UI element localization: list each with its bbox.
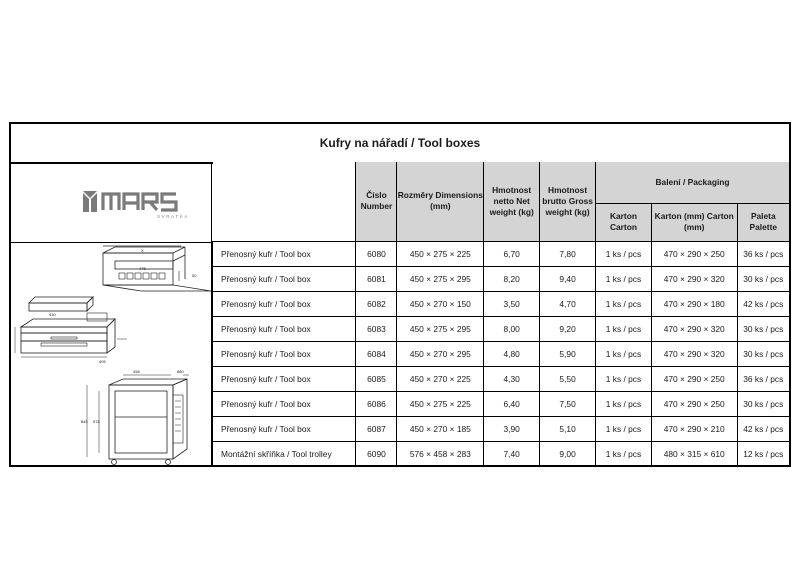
logo-emblem-icon xyxy=(83,191,97,212)
svg-text:430: 430 xyxy=(49,312,56,317)
product-sheet xyxy=(9,122,791,467)
cell-number: 6084 xyxy=(356,341,397,366)
cell-gross: 9,40 xyxy=(540,266,596,291)
header-dimensions: Rozměry Dimensions (mm) xyxy=(397,162,484,241)
tool-trolley-drawing xyxy=(87,375,189,465)
cell-carton: 1 ks / pcs xyxy=(596,416,652,441)
cell-carton: 1 ks / pcs xyxy=(596,241,652,266)
svg-text:458: 458 xyxy=(133,369,140,374)
sheet-body xyxy=(11,162,789,465)
cell-number: 6083 xyxy=(356,316,397,341)
svg-text:880: 880 xyxy=(177,369,184,374)
cell-dimensions: 450 × 270 × 225 xyxy=(397,366,484,391)
cell-number: 6090 xyxy=(356,441,397,466)
cell-pallet: 36 ks / pcs xyxy=(737,241,789,266)
cell-carton: 1 ks / pcs xyxy=(596,391,652,416)
cell-net: 7,40 xyxy=(484,441,540,466)
cell-pallet: 30 ks / pcs xyxy=(737,341,789,366)
cell-gross: 9,20 xyxy=(540,316,596,341)
header-carton-mm: Karton (mm) Carton (mm) xyxy=(651,203,737,241)
cantilever-box-drawing xyxy=(103,246,211,291)
svg-text:845: 845 xyxy=(81,419,88,424)
cell-carton-mm: 470 × 290 × 320 xyxy=(651,266,737,291)
technical-drawings xyxy=(11,243,211,465)
svg-text:475: 475 xyxy=(139,266,146,271)
header-carton: Karton Carton xyxy=(596,203,652,241)
table-row xyxy=(213,316,790,341)
cell-name: Přenosný kufr / Tool box xyxy=(213,266,356,291)
table-row xyxy=(213,266,790,291)
cell-pallet: 30 ks / pcs xyxy=(737,316,789,341)
cell-carton-mm: 470 × 290 × 320 xyxy=(651,341,737,366)
cell-net: 8,00 xyxy=(484,316,540,341)
cell-gross: 5,50 xyxy=(540,366,596,391)
cell-carton: 1 ks / pcs xyxy=(596,341,652,366)
tool-box-drawing xyxy=(11,243,211,465)
sheet-title: Kufry na nářadí / Tool boxes xyxy=(11,124,789,164)
cell-gross: 5,10 xyxy=(540,416,596,441)
logo-wordmark xyxy=(103,194,176,210)
cell-name: Přenosný kufr / Tool box xyxy=(213,291,356,316)
logo-area xyxy=(11,162,211,243)
cell-net: 6,70 xyxy=(484,241,540,266)
table-row xyxy=(213,416,790,441)
svg-text:405: 405 xyxy=(99,359,106,364)
cell-net: 3,50 xyxy=(484,291,540,316)
cell-pallet: 30 ks / pcs xyxy=(737,391,789,416)
cell-carton-mm: 470 × 290 × 180 xyxy=(651,291,737,316)
cell-name: Přenosný kufr / Tool box xyxy=(213,391,356,416)
header-number: Číslo Number xyxy=(356,162,397,241)
cell-carton: 1 ks / pcs xyxy=(596,366,652,391)
cell-net: 4,30 xyxy=(484,366,540,391)
cell-carton: 1 ks / pcs xyxy=(596,291,652,316)
cell-carton-mm: 470 × 290 × 320 xyxy=(651,316,737,341)
header-gross-weight: Hmotnost brutto Gross weight (kg) xyxy=(540,162,596,241)
cell-dimensions: 450 × 270 × 295 xyxy=(397,341,484,366)
cell-pallet: 30 ks / pcs xyxy=(737,266,789,291)
svg-text:578: 578 xyxy=(93,419,100,424)
cell-dimensions: 450 × 275 × 225 xyxy=(397,391,484,416)
cell-pallet: 12 ks / pcs xyxy=(737,441,789,466)
cell-dimensions: 450 × 275 × 225 xyxy=(397,241,484,266)
table-row xyxy=(213,241,790,266)
cell-name: Přenosný kufr / Tool box xyxy=(213,241,356,266)
cell-name: Přenosný kufr / Tool box xyxy=(213,316,356,341)
cell-pallet: 36 ks / pcs xyxy=(737,366,789,391)
cell-carton-mm: 470 × 290 × 210 xyxy=(651,416,737,441)
cell-gross: 4,70 xyxy=(540,291,596,316)
svg-text:50: 50 xyxy=(192,273,197,278)
cell-pallet: 42 ks / pcs xyxy=(737,291,789,316)
cell-number: 6086 xyxy=(356,391,397,416)
left-column xyxy=(11,162,212,465)
cell-net: 3,90 xyxy=(484,416,540,441)
header-net-weight: Hmotnost netto Net weight (kg) xyxy=(484,162,540,241)
cell-net: 4,80 xyxy=(484,341,540,366)
header-packaging: Balení / Packaging xyxy=(596,162,789,203)
header-name-empty xyxy=(213,162,356,241)
svg-text:X: X xyxy=(141,248,144,253)
cell-dimensions: 450 × 275 × 295 xyxy=(397,316,484,341)
cell-number: 6081 xyxy=(356,266,397,291)
cell-carton: 1 ks / pcs xyxy=(596,266,652,291)
cell-name: Přenosný kufr / Tool box xyxy=(213,366,356,391)
cell-carton: 1 ks / pcs xyxy=(596,441,652,466)
cell-gross: 5,90 xyxy=(540,341,596,366)
cell-dimensions: 450 × 270 × 185 xyxy=(397,416,484,441)
cell-carton-mm: 470 × 290 × 250 xyxy=(651,366,737,391)
cell-gross: 7,50 xyxy=(540,391,596,416)
drawer-box-drawing xyxy=(15,297,127,357)
table-row xyxy=(213,291,790,316)
cell-carton-mm: 470 × 290 × 250 xyxy=(651,241,737,266)
cell-gross: 7,80 xyxy=(540,241,596,266)
table-row xyxy=(213,391,790,416)
cell-carton-mm: 470 × 290 × 250 xyxy=(651,391,737,416)
cell-dimensions: 576 × 458 × 283 xyxy=(397,441,484,466)
mars-logo xyxy=(11,162,211,242)
cell-number: 6085 xyxy=(356,366,397,391)
header-pallet: Paleta Palette xyxy=(737,203,789,241)
cell-name: Přenosný kufr / Tool box xyxy=(213,416,356,441)
cell-number: 6087 xyxy=(356,416,397,441)
cell-net: 6,40 xyxy=(484,391,540,416)
cell-pallet: 42 ks / pcs xyxy=(737,416,789,441)
product-table xyxy=(212,162,789,466)
cell-name: Přenosný kufr / Tool box xyxy=(213,341,356,366)
table-row xyxy=(213,341,790,366)
table-body xyxy=(213,241,790,466)
cell-carton: 1 ks / pcs xyxy=(596,316,652,341)
cell-number: 6080 xyxy=(356,241,397,266)
logo-subtitle: SVRATKA xyxy=(157,214,189,219)
cell-name: Montážní skříňka / Tool trolley xyxy=(213,441,356,466)
table-row xyxy=(213,441,790,466)
table-row xyxy=(213,366,790,391)
cell-dimensions: 450 × 275 × 295 xyxy=(397,266,484,291)
cell-gross: 9,00 xyxy=(540,441,596,466)
cell-number: 6082 xyxy=(356,291,397,316)
cell-net: 8,20 xyxy=(484,266,540,291)
cell-dimensions: 450 × 270 × 150 xyxy=(397,291,484,316)
cell-carton-mm: 480 × 315 × 610 xyxy=(651,441,737,466)
